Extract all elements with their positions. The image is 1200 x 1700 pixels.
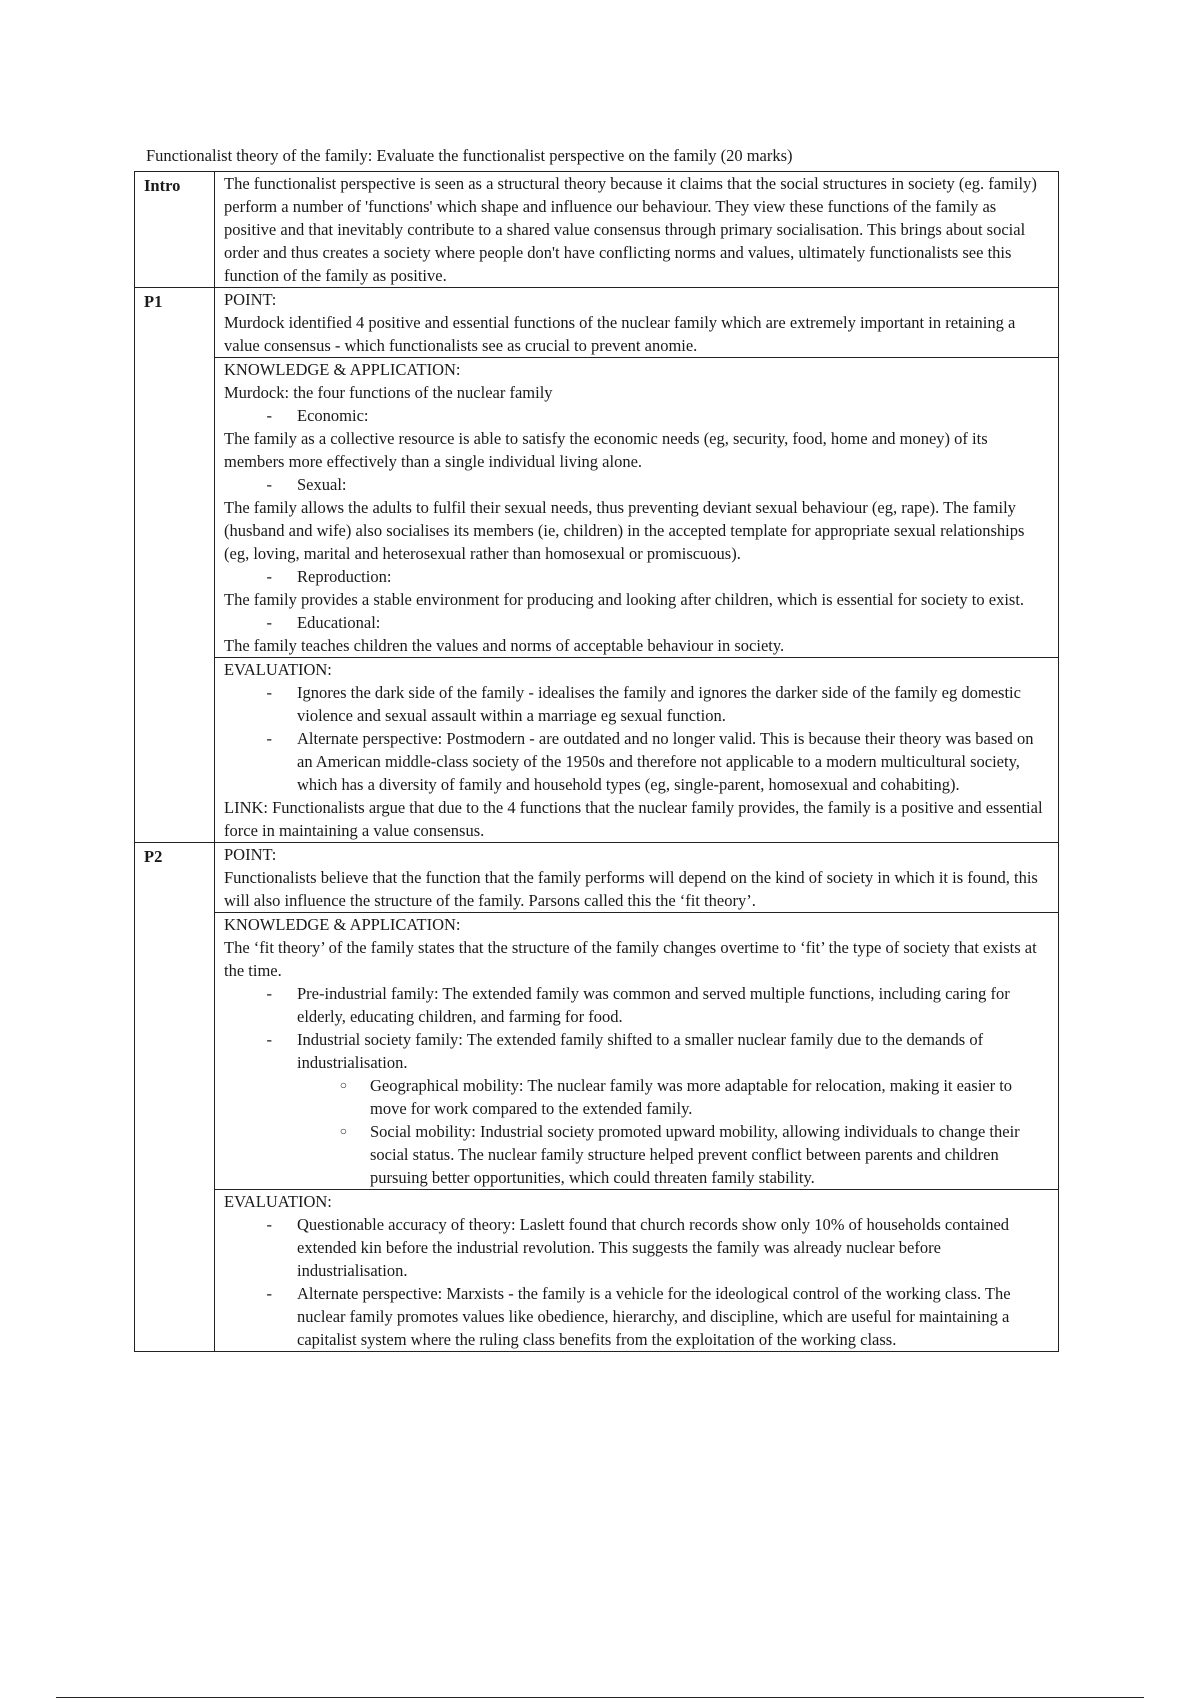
p2-evaluation-item <box>224 1282 1048 1351</box>
footer-divider <box>56 1697 1144 1698</box>
p2-evaluation-row <box>135 1190 1059 1352</box>
function-economic-text: The family as a collective resource is able to satisfy the economic needs (eg, security, food, home and money) of its members more effectively than a single individual living alone. <box>224 429 988 471</box>
subitem-text: Social mobility: Industrial society promoted upward mobility, allowing individuals to change their social status. The nuclear family structure helped prevent conflict between parents and children pursuing better opportunities, which could threaten family stability. <box>370 1122 1020 1187</box>
function-name: Economic: <box>297 406 369 425</box>
p2-point-cell <box>215 843 1059 913</box>
document-title: Functionalist theory of the family: Evaluate the functionalist perspective on the family (20 marks) <box>146 146 793 165</box>
knowledge-text: Pre-industrial family: The extended family was common and served multiple functions, including caring for elderly, educating children, and farming for food. <box>297 984 1010 1026</box>
dash-bullet: - <box>266 729 272 748</box>
p1-evaluation-row <box>135 658 1059 843</box>
p2-knowledge-subitem <box>224 1074 1048 1120</box>
p2-knowledge-item <box>224 982 1048 1028</box>
p2-point-text: Functionalists believe that the function that the family performs will depend on the kind of society in which it is found, this will also influence the structure of the family. Parsons called this the ‘fit theory’. <box>224 868 1038 910</box>
dash-bullet: - <box>266 1030 272 1049</box>
p1-knowledge-row <box>135 358 1059 658</box>
p2-knowledge-subitem <box>224 1120 1048 1189</box>
intro-cell <box>215 172 1059 288</box>
intro-label: Intro <box>135 172 215 288</box>
p1-evaluation-item <box>224 681 1048 727</box>
p2-evaluation-item <box>224 1213 1048 1282</box>
dash-bullet: - <box>266 683 272 702</box>
p2-evaluation-heading: EVALUATION: <box>224 1192 332 1211</box>
p2-knowledge-heading: KNOWLEDGE & APPLICATION: <box>224 915 461 934</box>
p2-label: P2 <box>135 843 215 1352</box>
p2-knowledge-cell <box>215 913 1059 1190</box>
p1-evaluation-item <box>224 727 1048 796</box>
p1-label: P1 <box>135 288 215 843</box>
circle-bullet-icon: ○ <box>339 1124 347 1138</box>
circle-bullet-icon: ○ <box>339 1078 347 1092</box>
p1-point-row <box>135 288 1059 358</box>
p2-point-heading: POINT: <box>224 845 277 864</box>
p1-knowledge-intro: Murdock: the four functions of the nuclear family <box>224 383 553 402</box>
dash-bullet: - <box>266 1215 272 1234</box>
p1-link-text: LINK: Functionalists argue that due to the 4 functions that the nuclear family provides, the family is a positive and essential force in maintaining a value consensus. <box>224 798 1043 840</box>
p1-point-cell <box>215 288 1059 358</box>
function-economic-heading <box>224 404 1048 427</box>
p1-knowledge-cell <box>215 358 1059 658</box>
p2-evaluation-cell <box>215 1190 1059 1352</box>
evaluation-text: Questionable accuracy of theory: Laslett found that church records show only 10% of households contained extended kin before the industrial revolution. This suggests the family was already nuclear before industrialisation. <box>297 1215 1010 1280</box>
dash-bullet: - <box>266 567 272 586</box>
evaluation-text: Alternate perspective: Postmodern - are outdated and no longer valid. This is because their theory was based on an American middle-class society of the 1950s and therefore not applicable to a modern multicultural society, which has a diversity of family and household types (eg, single-parent, homosexual and cohabiting). <box>297 729 1034 794</box>
function-educational-text: The family teaches children the values and norms of acceptable behaviour in society. <box>224 636 785 655</box>
function-reproduction-text: The family provides a stable environment for producing and looking after children, which is essential for society to exist. <box>224 590 1025 609</box>
p2-knowledge-intro: The ‘fit theory’ of the family states that the structure of the family changes overtime to ‘fit’ the type of society that exists at the time. <box>224 938 1037 980</box>
function-name: Sexual: <box>297 475 347 494</box>
knowledge-text: Industrial society family: The extended family shifted to a smaller nuclear family due to the demands of industrialisation. <box>297 1030 984 1072</box>
p2-point-row <box>135 843 1059 913</box>
p1-point-text: Murdock identified 4 positive and essential functions of the nuclear family which are extremely important in retaining a value consensus - which functionalists see as crucial to prevent anomie. <box>224 313 1016 355</box>
dash-bullet: - <box>266 984 272 1003</box>
subitem-text: Geographical mobility: The nuclear family was more adaptable for relocation, making it easier to move for work compared to the extended family. <box>370 1076 1013 1118</box>
p2-knowledge-item <box>224 1028 1048 1074</box>
dash-bullet: - <box>266 475 272 494</box>
p2-knowledge-row <box>135 913 1059 1190</box>
p1-evaluation-heading: EVALUATION: <box>224 660 332 679</box>
dash-bullet: - <box>266 406 272 425</box>
intro-row <box>135 172 1059 288</box>
intro-text: The functionalist perspective is seen as a structural theory because it claims that the social structures in society (eg. family) perform a number of 'functions' which shape and influence our behaviour. They view these functions of the family as positive and that inevitably contribute to a shared value consensus through primary socialisation. This brings about social order and thus creates a society where people don't have conflicting norms and values, ultimately functionalists see this function of the family as positive. <box>224 174 1037 285</box>
function-name: Educational: <box>297 613 381 632</box>
function-sexual-text: The family allows the adults to fulfil their sexual needs, thus preventing deviant sexual behaviour (eg, rape). The family (husband and wife) also socialises its members (ie, children) in the accepted template for appropriate sexual relationships (eg, loving, marital and heterosexual rather than homosexual or promiscuous). <box>224 498 1025 563</box>
function-sexual-heading <box>224 473 1048 496</box>
essay-plan-table <box>134 171 1059 1352</box>
function-reproduction-heading <box>224 565 1048 588</box>
p1-knowledge-heading: KNOWLEDGE & APPLICATION: <box>224 360 461 379</box>
function-name: Reproduction: <box>297 567 392 586</box>
p1-point-heading: POINT: <box>224 290 277 309</box>
evaluation-text: Ignores the dark side of the family - idealises the family and ignores the darker side of the family eg domestic violence and sexual assault within a marriage eg sexual function. <box>297 683 1021 725</box>
function-educational-heading <box>224 611 1048 634</box>
dash-bullet: - <box>266 613 272 632</box>
dash-bullet: - <box>266 1284 272 1303</box>
p1-evaluation-cell <box>215 658 1059 843</box>
evaluation-text: Alternate perspective: Marxists - the family is a vehicle for the ideological control of the working class. The nuclear family promotes values like obedience, hierarchy, and discipline, which are useful for maintaining a capitalist system where the ruling class benefits from the exploitation of the working class. <box>297 1284 1011 1349</box>
